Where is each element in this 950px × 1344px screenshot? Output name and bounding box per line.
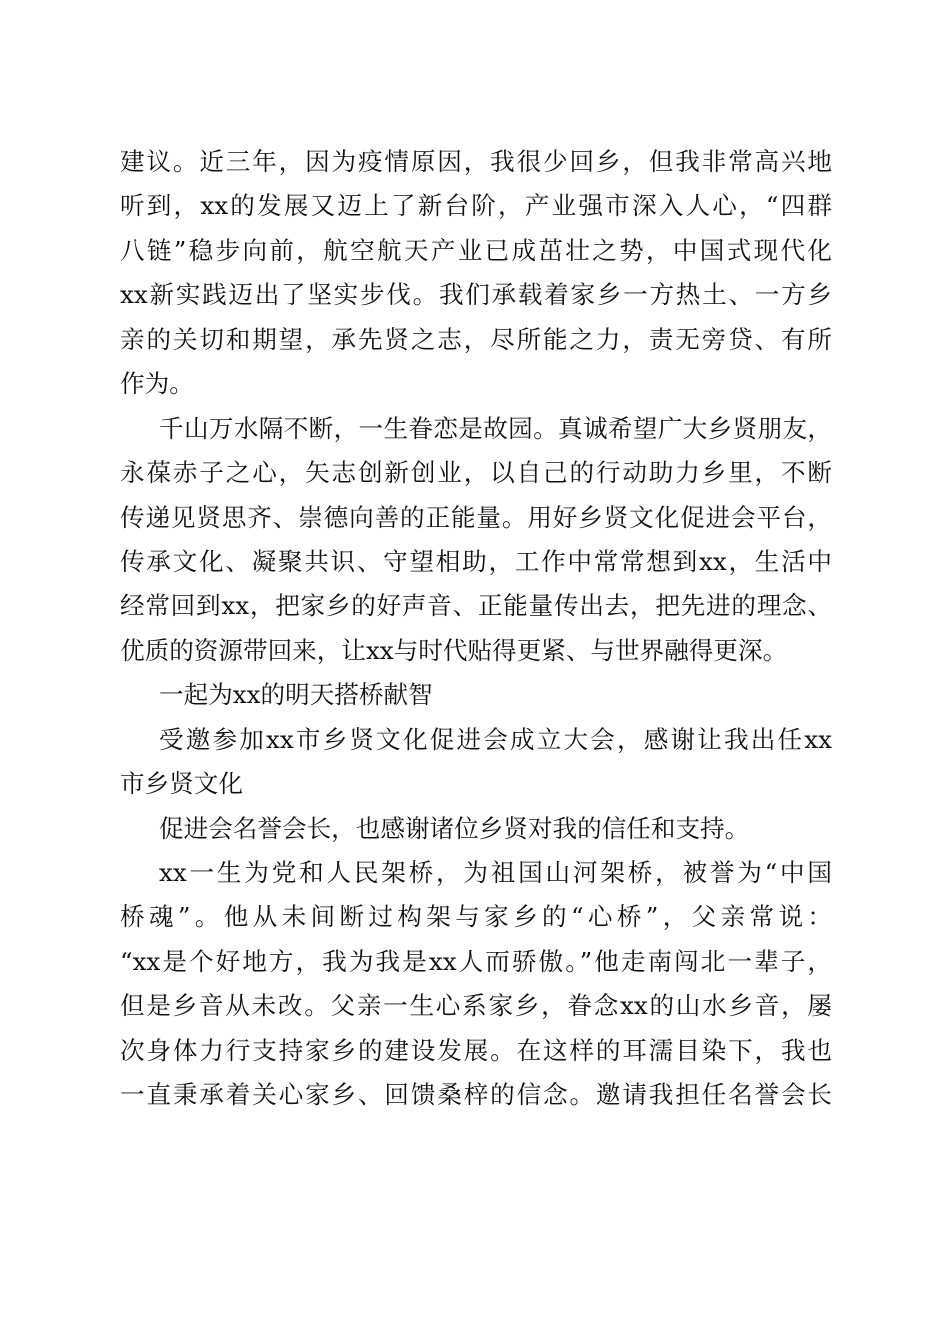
text-line-17: xx一生为党和人民架桥，为祖国山河架桥，被誉为“中国 [159, 858, 832, 887]
text-line-3: 八链”稳步向前，航空航天产业已成茁壮之势，中国式现代化 [120, 235, 832, 265]
text-line-15: 市乡贤文化 [120, 769, 243, 799]
text-line-14: 受邀参加xx市乡贤文化促进会成立大会，感谢让我出任xx [159, 724, 832, 754]
text-line-22: 一直秉承着关心家乡、回馈桑梓的信念。邀请我担任名誉会长 [120, 1080, 832, 1110]
text-line-18: 桥魂”。他从未间断过构架与家乡的“心桥”，父亲常说： [120, 902, 832, 932]
text-line-11: 经常回到xx，把家乡的好声音、正能量传出去，把先进的理念、 [120, 591, 832, 621]
section-heading: 一起为xx的明天搭桥献智 [159, 680, 433, 710]
text-line-16: 促进会名誉会长，也感谢诸位乡贤对我的信任和支持。 [159, 813, 750, 843]
text-line-10: 传承文化、凝聚共识、守望相助，工作中常常想到xx，生活中 [120, 546, 832, 576]
body-text [120, 140, 832, 1118]
text-line-7: 千山万水隔不断，一生眷恋是故园。真诚希望广大乡贤朋友， [159, 413, 832, 443]
text-line-6: 作为。 [120, 369, 194, 399]
text-line-9: 传递见贤思齐、崇德向善的正能量。用好乡贤文化促进会平台， [120, 502, 832, 532]
text-line-1: 建议。近三年，因为疫情原因，我很少回乡，但我非常高兴地 [120, 147, 832, 176]
text-line-20: 但是乡音从未改。父亲一生心系家乡，眷念xx的山水乡音，屡 [120, 991, 832, 1021]
text-line-4: xx新实践迈出了坚实步伐。我们承载着家乡一方热土、一方乡 [120, 280, 832, 310]
text-line-12: 优质的资源带回来，让xx与时代贴得更紧、与世界融得更深。 [120, 635, 788, 665]
text-line-2: 听到，xx的发展又迈上了新台阶，产业强市深入人心，“四群 [120, 191, 832, 221]
text-line-19: “xx是个好地方，我为我是xx人而骄傲。”他走南闯北一辈子， [120, 946, 832, 976]
text-line-8: 永葆赤子之心，矢志创新创业，以自己的行动助力乡里，不断 [120, 458, 832, 488]
text-line-5: 亲的关切和期望，承先贤之志，尽所能之力，责无旁贷、有所 [120, 324, 832, 354]
text-line-21: 次身体力行支持家乡的建设发展。在这样的耳濡目染下，我也 [120, 1035, 832, 1065]
